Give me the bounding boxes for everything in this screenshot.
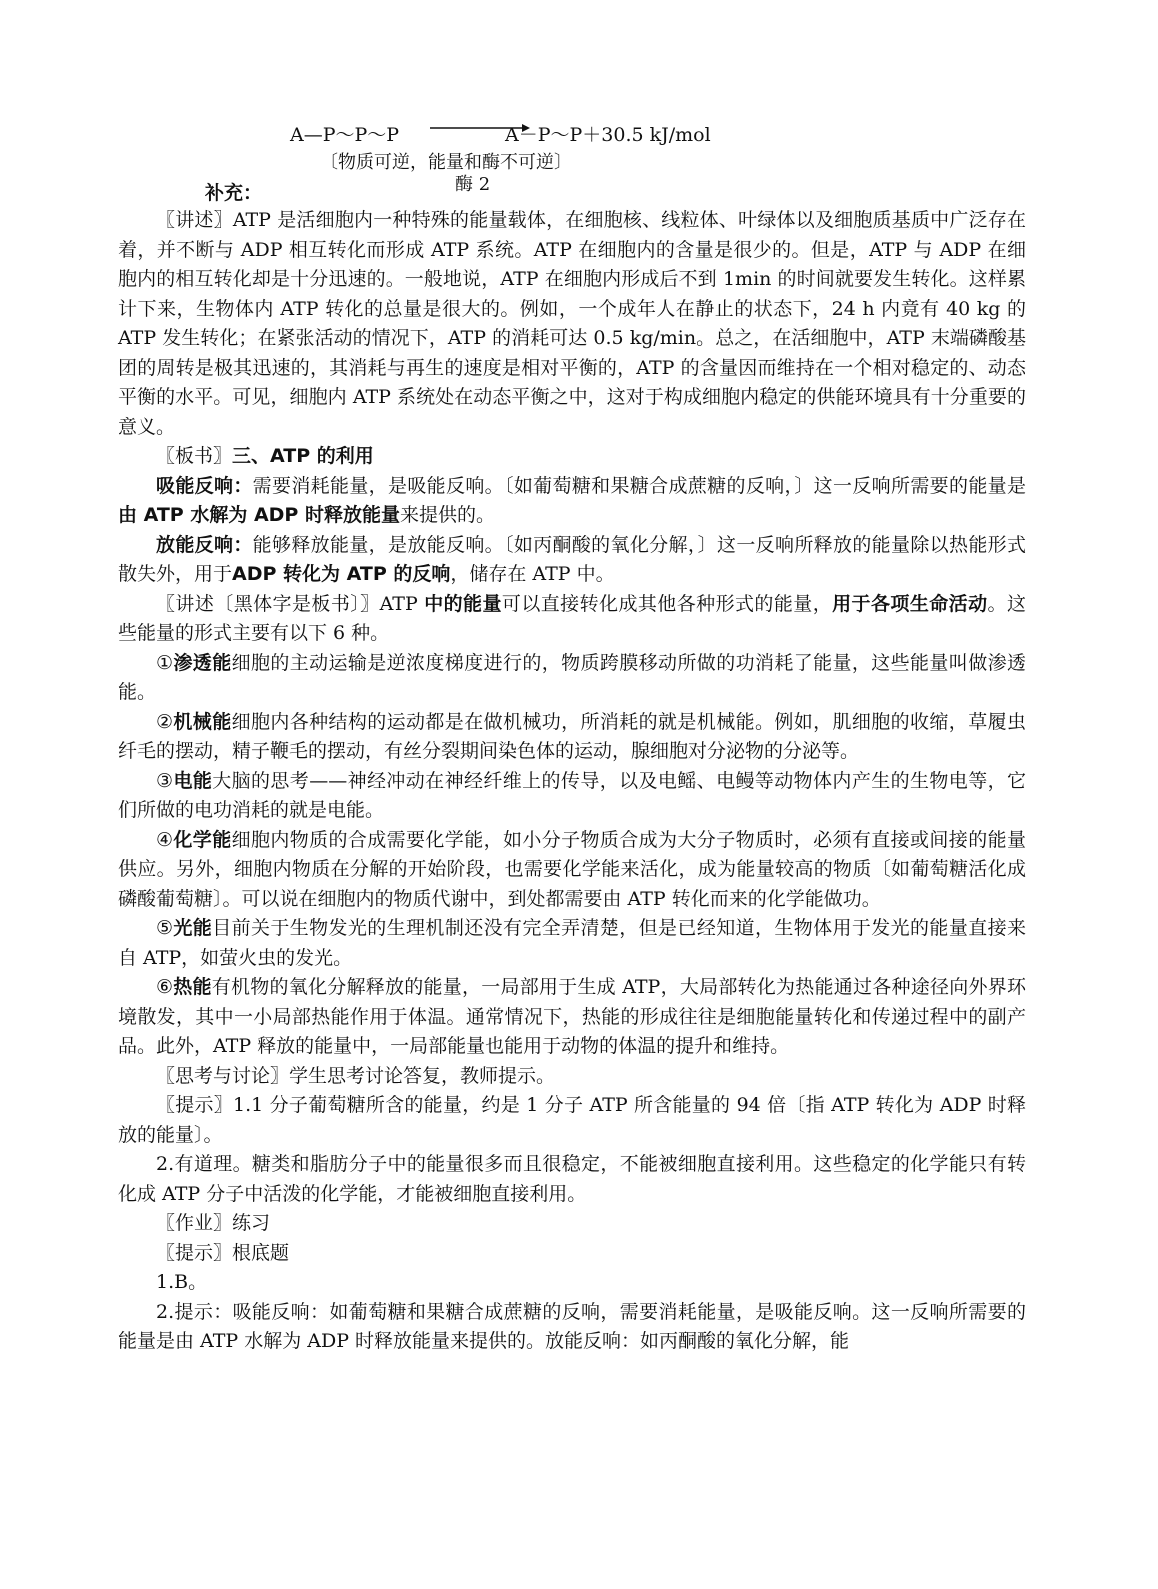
atp-equation — [290, 118, 810, 195]
energy-form-osmotic: ①渗透能细胞的主动运输是逆浓度梯度进行的，物质跨膜移动所做的功消耗了能量，这些能量叫做渗透能。 — [118, 651, 1026, 703]
section-title: 三、ATP 的利用 — [232, 445, 374, 467]
lecture2-paragraph: 〖讲述〔黑体字是板书〕〗ATP 中的能量可以直接转化成其他各种形式的能量，用于各项生命活动。这些能量的形式主要有以下 6 种。 — [118, 592, 1026, 644]
document-body — [118, 206, 1026, 1357]
equation-left: A—P～P～P — [290, 124, 400, 146]
enzyme-label: 酶 2 — [455, 174, 491, 195]
hint-2-paragraph: 2.有道理。糖类和脂肪分子中的能量很多而且很稳定，不能被细胞直接利用。这些稳定的化学能只有转化成 ATP 分子中活泼的化学能，才能被细胞直接利用。 — [118, 1153, 1026, 1205]
homework-paragraph: 〖作业〗练习 — [156, 1212, 271, 1234]
hint-1-paragraph: 〖提示〗1.1 分子葡萄糖所含的能量，约是 1 分子 ATP 所含能量的 94 倍〔指 ATP 转化为 ADP 时释放的能量〕。 — [118, 1094, 1026, 1146]
energy-form-electrical: ③电能大脑的思考——神经冲动在神经纤维上的传导，以及电鳐、电鳗等动物体内产生的生物电等，它们所做的电功消耗的就是电能。 — [118, 769, 1026, 821]
energy-form-chemical: ④化学能细胞内物质的合成需要化学能，如小分子物质合成为大分子物质时，必须有直接或间接的能量供应。另外，细胞内物质在分解的开始阶段，也需要化学能来活化，成为能量较高的物质〔如葡萄糖活化成磷酸葡萄糖〕。可以说在细胞内的物质代谢中，到处都需要由 ATP 转化而来的化学能做功。 — [118, 828, 1026, 910]
endergonic-paragraph: 吸能反响：需要消耗能量，是吸能反响。〔如葡萄糖和果糖合成蔗糖的反响，〕这一反响所需要的能量是由 ATP 水解为 ADP 时释放能量来提供的。 — [118, 474, 1026, 526]
exergonic-label: 放能反响： — [156, 533, 253, 556]
exergonic-paragraph: 放能反响：能够释放能量，是放能反响。〔如丙酮酸的氧化分解，〕这一反响所释放的能量除以热能形式散失外，用于ADP 转化为 ATP 的反响，储存在 ATP 中。 — [118, 533, 1026, 585]
lecture-paragraph: 〖讲述〗ATP 是活细胞内一种特殊的能量载体，在细胞核、线粒体、叶绿体以及细胞质基质中广泛存在着，并不断与 ADP 相互转化而形成 ATP 系统。ATP 在细胞内的含量是很少的。但是，ATP 与 ADP 在细胞内的相互转化却是十分迅速的。一般地说，ATP 在细胞内形成后不到 1min 的时间就要发生转化。这样累计下来，生物体内 ATP 转化的总量是很大的。例如，一个成年人在静止的状态下，24 h 内竟有 40 kg 的 ATP 发生转化；在紧张活动的情况下，ATP 的消耗可达 0.5 kg/min。总之，在活细胞中，ATP 末端磷酸基团的周转是极其迅速的，其消耗与再生的速度是相对平衡的，ATP 的含量因而维持在一个相对稳定的、动态平衡的水平。可见，细胞内 ATP 系统处在动态平衡之中，这对于构成细胞内稳定的供能环境具有十分重要的意义。 — [118, 209, 1026, 438]
hint-basic-paragraph: 〖提示〗根底题 — [156, 1241, 290, 1264]
equation-note: 〔物质可逆，能量和酶不可逆〕 — [320, 152, 572, 173]
endergonic-label: 吸能反响： — [156, 474, 253, 497]
energy-form-light: ⑤光能目前关于生物发光的生理机制还没有完全弄清楚，但是已经知道，生物体用于发光的能量直接来自 ATP，如萤火虫的发光。 — [118, 917, 1026, 969]
energy-form-mechanical: ②机械能细胞内各种结构的运动都是在做机械功，所消耗的就是机械能。例如，肌细胞的收缩，草履虫纤毛的摆动，精子鞭毛的摆动，有丝分裂期间染色体的运动，腺细胞对分泌物的分泌等。 — [118, 710, 1026, 762]
energy-form-heat: ⑥热能有机物的氧化分解释放的能量，一局部用于生成 ATP，大局部转化为热能通过各种途径向外界环境散发，其中一小局部热能作用于体温。通常情况下，热能的形成往往是细胞能量转化和传递过程中的副产品。此外，ATP 释放的能量中，一局部能量也能用于动物的体温的提升和维持。 — [118, 976, 1026, 1057]
board-heading: 〖板书〗三、ATP 的利用 — [156, 445, 374, 467]
supplement-heading: 补充： — [205, 182, 263, 204]
equation-right: A－P～P＋30.5 kJ/mol — [505, 124, 711, 146]
discussion-paragraph: 〖思考与讨论〗学生思考讨论答复，教师提示。 — [156, 1064, 556, 1087]
answer-1-paragraph: 1.B。 — [156, 1271, 208, 1293]
answer-2-paragraph: 2.提示：吸能反响：如葡萄糖和果糖合成蔗糖的反响，需要消耗能量，是吸能反响。这一反响所需要的能量是由 ATP 水解为 ADP 时释放能量来提供的。放能反响：如丙酮酸的氧化分解，能 — [118, 1300, 1026, 1352]
